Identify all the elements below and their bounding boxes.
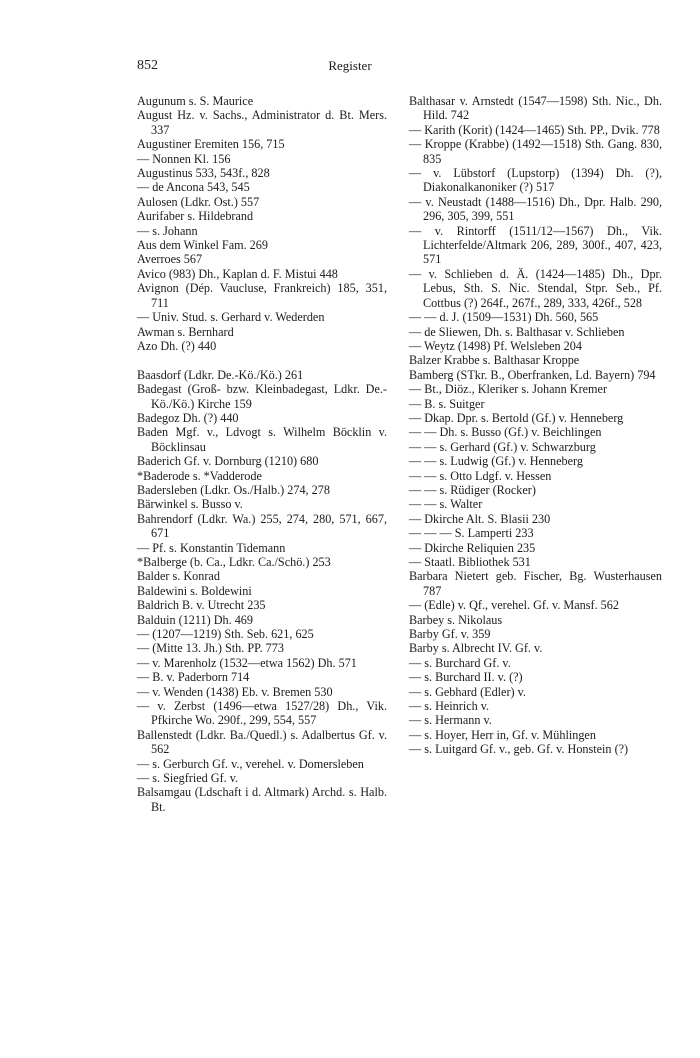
index-entry: Balzer Krabbe s. Balthasar Kroppe (409, 353, 580, 368)
index-entry: — v. Schlieben d. Ä. (1424—1485) Dh., Dpr. Lebus, Sth. S. Nic. Stendal, Stpr. Seb., Pf. Cottbus (?) 264f., 267f., 289, 333, 426f., 528 (409, 266, 662, 310)
index-entry: *Balberge (b. Ca., Ldkr. Ca./Schö.) 253 (137, 554, 331, 569)
index-entry: Aurifaber s. Hildebrand (137, 209, 254, 224)
index-entry: — s. Heinrich v. (409, 699, 490, 714)
index-entry: — Kroppe (Krabbe) (1492—1518) Sth. Gang. 830, 835 (409, 137, 662, 166)
index-entry: — s. Gebhard (Edler) v. (409, 684, 526, 699)
index-entry: *Baderode s. *Vadderode (137, 468, 262, 483)
index-entry: Bamberg (STkr. B., Oberfranken, Ld. Bayern) 794 (409, 367, 656, 382)
index-entry: Baderich Gf. v. Dornburg (1210) 680 (137, 454, 319, 469)
index-entry: Barbara Nietert geb. Fischer, Bg. Wusterhausen 787 (409, 569, 662, 598)
index-entry: Badersleben (Ldkr. Os./Halb.) 274, 278 (137, 482, 330, 497)
index-entry: Aulosen (Ldkr. Ost.) 557 (137, 194, 260, 209)
index-entry: — Univ. Stud. s. Gerhard v. Wederden (137, 310, 325, 325)
index-entry: Baden Mgf. v., Ldvogt s. Wilhelm Böcklin v. Böcklinsau (137, 425, 387, 454)
index-entry: Bärwinkel s. Busso v. (137, 497, 243, 512)
index-entry: — Karith (Korit) (1424—1465) Sth. PP., Dvik. 778 (409, 122, 660, 137)
index-entry: — Pf. s. Konstantin Tidemann (137, 540, 286, 555)
index-entry: — B. s. Suitger (409, 396, 485, 411)
index-entry: — Nonnen Kl. 156 (137, 151, 231, 166)
index-entry: Baldewini s. Boldewini (137, 583, 252, 598)
index-entry: Barby Gf. v. 359 (409, 627, 491, 642)
index-entry: — v. Marenholz (1532—etwa 1562) Dh. 571 (137, 655, 357, 670)
index-entry: Awman s. Bernhard (137, 324, 234, 339)
index-column-right (409, 94, 662, 757)
index-entry: — — d. J. (1509—1531) Dh. 560, 565 (409, 310, 599, 325)
index-entry: Aus dem Winkel Fam. 269 (137, 238, 268, 253)
index-entry: — (1207—1219) Sth. Seb. 621, 625 (137, 627, 314, 642)
index-entry: Balder s. Konrad (137, 569, 220, 584)
index-entry: Avico (983) Dh., Kaplan d. F. Mistui 448 (137, 266, 338, 281)
index-entry: — (Edle) v. Qf., verehel. Gf. v. Mansf. 562 (409, 598, 619, 613)
index-entry: Bahrendorf (Ldkr. Wa.) 255, 274, 280, 571, 667, 671 (137, 511, 387, 541)
index-entry: — s. Gerburch Gf. v., verehel. v. Domersleben (137, 756, 364, 771)
index-entry: — Dkap. Dpr. s. Bertold (Gf.) v. Henneberg (409, 410, 624, 425)
index-entry: — s. Johann (137, 223, 198, 238)
index-entry: — — Dh. s. Busso (Gf.) v. Beichlingen (409, 425, 602, 440)
index-entry: Balthasar v. Arnstedt (1547—1598) Sth. Nic., Dh. Hild. 742 (409, 94, 662, 123)
index-entry: — — s. Walter (409, 497, 483, 512)
index-entry: Augustiner Eremiten 156, 715 (137, 137, 285, 152)
index-entry: — Staatl. Bibliothek 531 (409, 555, 531, 569)
index-column-left (137, 94, 387, 814)
index-entry: — s. Burchard Gf. v. (409, 655, 511, 670)
index-entry: — Dkirche Reliquien 235 (409, 540, 536, 555)
index-entry: Barbey s. Nikolaus (409, 612, 503, 627)
index-entry: Azo Dh. (?) 440 (137, 338, 217, 353)
index-entry: — — s. Ludwig (Gf.) v. Henneberg (409, 454, 583, 469)
index-entry: August Hz. v. Sachs., Administrator d. Bt. Mers. 337 (137, 108, 387, 137)
index-entry: — v. Lübstorf (Lupstorp) (1394) Dh. (?), Diakonalkanoniker (?) 517 (409, 166, 662, 195)
index-entry: — Weytz (1498) Pf. Welsleben 204 (409, 338, 582, 353)
index-entry: Augunum s. S. Maurice (137, 94, 254, 108)
page-number: 852 (137, 58, 158, 73)
index-entry: Ballenstedt (Ldkr. Ba./Quedl.) s. Adalbertus Gf. v. 562 (137, 727, 387, 757)
index-entry: — v. Rintorff (1511/12—1567) Dh., Vik. Lichterfelde/Altmark 206, 289, 300f., 407, 423, 571 (409, 223, 662, 267)
running-head: Register (328, 58, 372, 73)
index-entry: — de Sliewen, Dh. s. Balthasar v. Schlieben (409, 324, 625, 339)
index-entry: — s. Siegfried Gf. v. (137, 771, 239, 786)
index-entry: — — s. Gerhard (Gf.) v. Schwarzburg (409, 439, 596, 454)
index-entry: — de Ancona 543, 545 (137, 180, 250, 195)
index-entry: Baldrich B. v. Utrecht 235 (137, 598, 266, 613)
index-entry: — v. Wenden (1438) Eb. v. Bremen 530 (137, 684, 333, 699)
index-entry: Baasdorf (Ldkr. De.-Kö./Kö.) 261 (137, 367, 304, 382)
index-entry: Augustinus 533, 543f., 828 (137, 166, 270, 181)
index-entry: Badegoz Dh. (?) 440 (137, 410, 239, 425)
index-entry: — Dkirche Alt. S. Blasii 230 (409, 511, 551, 526)
index-entry: Badegast (Groß- bzw. Kleinbadegast, Ldkr. De.-Kö./Kö.) Kirche 159 (137, 382, 387, 411)
index-entry: — — s. Otto Ldgf. v. Hessen (409, 468, 552, 483)
index-entry: Balsamgau (Ldschaft i d. Altmark) Archd. s. Halb. Bt. (137, 785, 387, 814)
index-entry: — (Mitte 13. Jh.) Sth. PP. 773 (137, 641, 284, 656)
index-entry: — s. Hermann v. (409, 713, 492, 728)
index-entry: — v. Zerbst (1496—etwa 1527/28) Dh., Vik. Pfkirche Wo. 290f., 299, 554, 557 (137, 699, 387, 728)
index-entry: — — — S. Lamperti 233 (409, 526, 534, 541)
index-entry: Avignon (Dép. Vaucluse, Frankreich) 185, 351, 711 (137, 281, 387, 310)
index-entry: — Bt., Diöz., Kleriker s. Johann Kremer (409, 382, 607, 397)
index-entry: — B. v. Paderborn 714 (137, 670, 250, 685)
index-entry: Barby s. Albrecht IV. Gf. v. (409, 641, 543, 656)
index-entry: Averroes 567 (137, 252, 203, 267)
index-entry: — v. Neustadt (1488—1516) Dh., Dpr. Halb. 290, 296, 305, 399, 551 (409, 194, 662, 224)
index-entry: — s. Burchard II. v. (?) (409, 670, 523, 685)
index-entry: — — s. Rüdiger (Rocker) (409, 482, 536, 497)
index-entry: — s. Luitgard Gf. v., geb. Gf. v. Honstein (?) (409, 742, 629, 757)
section-gap (137, 353, 387, 367)
page-header (0, 58, 700, 76)
index-entry: — s. Hoyer, Herr in, Gf. v. Mühlingen (409, 727, 596, 742)
index-entry: Balduin (1211) Dh. 469 (137, 612, 253, 627)
